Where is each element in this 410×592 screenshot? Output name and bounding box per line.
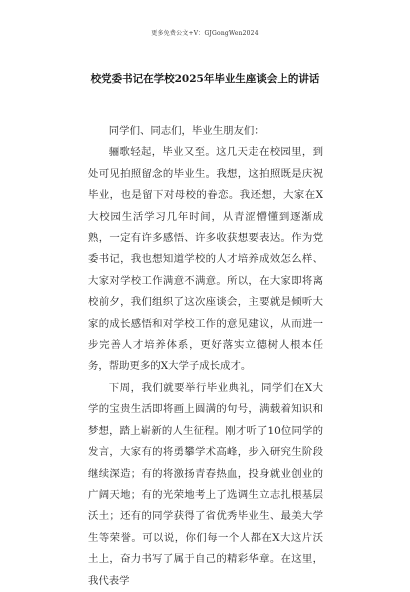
document-body — [88, 121, 323, 592]
body-paragraph: 下周，我们就要举行毕业典礼，同学们在X大学的宝贵生活即将画上圆满的句号，满载着知识和梦想，踏上崭新的人生征程。刚才听了10位同学的发言，大家有的将勇攀学术高峰，步入研究生阶段继续深造；有的将激扬青春热血，投身就业创业的广阔天地；有的光荣地考上了选调生立志扎根基层沃土；还有的同学获得了省优秀毕业生、最美大学生等荣誉。可以说，你们每一个人都在X大这片沃土上，奋力书写了属于自己的精彩华章。在这里，我代表学 — [88, 381, 323, 587]
body-paragraph: 骊歌轻起，毕业又至。这几天走在校园里，到处可见拍照留念的毕业生。我想，这拍照既是庆祝毕业，也是留下对母校的眷恋。我还想，大家在X大校园生活学习几年时间，从青涩懵懂到逐渐成熟，一定有许多感悟、许多收获想要表达。作为党委书记，我也想知道学校的人才培养成效怎么样、大家对学校工作满意不满意。所以，在大家即将离校前夕，我们组织了这次座谈会，主要就是倾听大家的成长感悟和对学校工作的意见建议，从而进一步完善人才培养体系，更好落实立德树人根本任务，帮助更多的X大学子成长成才。 — [88, 146, 323, 373]
header-note: 更多免费公文+V：GJGongWen2024 — [151, 30, 259, 37]
page-title: 校党委书记在学校2025年毕业生座谈会上的讲话 — [90, 73, 320, 85]
greeting-paragraph: 同学们、同志们，毕业生朋友们： — [108, 125, 265, 137]
